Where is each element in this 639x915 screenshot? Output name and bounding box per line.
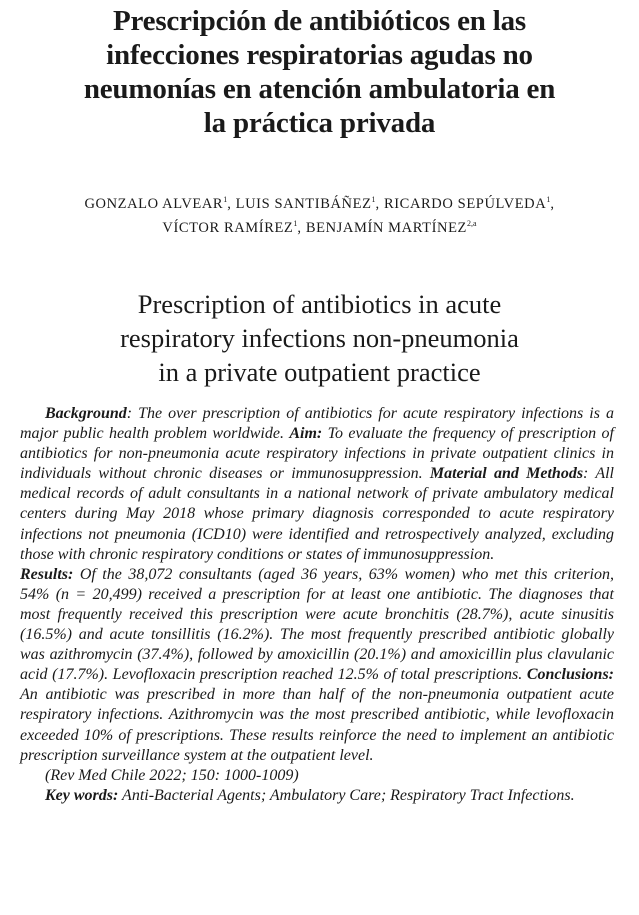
author-separator: , xyxy=(375,196,384,212)
background-label: Background xyxy=(45,405,127,422)
abstract-paragraph xyxy=(20,404,614,565)
english-title-line: respiratory infections non-pneumonia xyxy=(120,323,519,353)
background-text: : The over prescription of antibiotics for acute respiratory infections is a major public health problem worldwide. xyxy=(20,405,614,443)
english-title-line: Prescription of antibiotics in acute xyxy=(137,289,502,319)
conclusions-text: An antibiotic was prescribed in more than half of the non-pneumonia outpatient acute respiratory infections. Azithromycin was the most prescribed antibiotic, while levofloxacin exceeded 10% of prescriptions. These results reinforce the need to implement an antibiotic prescription surveillance system at the outpatient level. xyxy=(20,686,614,764)
conclusions-label: Conclusions: xyxy=(526,666,614,684)
author-name: BENJAMÍN MARTÍNEZ xyxy=(305,220,468,236)
keywords-label: Key words: xyxy=(45,786,119,804)
keywords-text: Anti-Bacterial Agents; Ambulatory Care; Respiratory Tract Infections. xyxy=(118,786,575,804)
author-list xyxy=(0,190,639,238)
aim-text: To evaluate the frequency of prescription of antibiotics for non-pneumonia acute respiratory infections in private outpatient clinics in individuals without chronic diseases or immunosuppression. xyxy=(20,425,615,483)
results-text: Of the 38,072 consultants (aged 36 years, 63% women) who met this criterion, 54% (n = 20,499) received a prescription for at least one antibiotic. The diagnoses that most frequently received this prescription were acute bronchitis (28.7%), acute sinusitis (16.5%) and acute tonsillitis (16.2%). The most frequently prescribed antibiotic globally was azithromycin (37.4%), followed by amoxicillin (20.1%) and amoxicillin plus clavulanic acid (17.7%). Levofloxacin prescription reached 12.5% of total prescriptions. xyxy=(20,565,614,684)
author-affiliation: 1 xyxy=(293,219,298,228)
spanish-title xyxy=(20,4,619,140)
methods-text: : All medical records of adult consultants in a national network of private ambulatory medical centers during May 2018 whose primary diagnosis corresponded to acute respiratory infections not pneumonia (ICD10) were identified and retrospectively analyzed, excluding those with chronic respiratory conditions or states of immunosuppression. xyxy=(20,465,614,563)
author-affiliation: 2,a xyxy=(467,219,477,228)
spanish-title-line: infecciones respiratorias agudas no xyxy=(106,39,533,71)
spanish-title-line: Prescripción de antibióticos en las xyxy=(113,5,526,37)
keywords xyxy=(20,786,614,806)
abstract-paragraph xyxy=(20,565,614,766)
author-affiliation: 1 xyxy=(546,195,551,204)
author-separator: , xyxy=(227,196,236,212)
aim-label: Aim: xyxy=(289,425,323,443)
author-separator: , xyxy=(297,220,306,236)
author-name: LUIS SANTIBÁÑEZ xyxy=(235,196,372,212)
journal-citation: (Rev Med Chile 2022; 150: 1000-1009) xyxy=(45,766,299,784)
author-line xyxy=(0,214,639,238)
author-line xyxy=(0,190,639,214)
author-affiliation: 1 xyxy=(371,195,376,204)
spanish-title-line: la práctica privada xyxy=(203,107,436,139)
methods-label: Material and Methods xyxy=(429,465,584,483)
abstract xyxy=(20,404,614,806)
author-name: GONZALO ALVEAR xyxy=(84,196,224,212)
results-label: Results: xyxy=(20,565,74,583)
author-separator: , xyxy=(550,196,555,212)
author-affiliation: 1 xyxy=(223,195,228,204)
author-name: RICARDO SEPÚLVEDA xyxy=(383,196,547,212)
spanish-title-line: neumonías en atención ambulatoria en xyxy=(83,73,556,105)
english-title xyxy=(20,287,619,389)
author-name: VÍCTOR RAMÍREZ xyxy=(162,220,294,236)
english-title-line: in a private outpatient practice xyxy=(158,357,481,387)
